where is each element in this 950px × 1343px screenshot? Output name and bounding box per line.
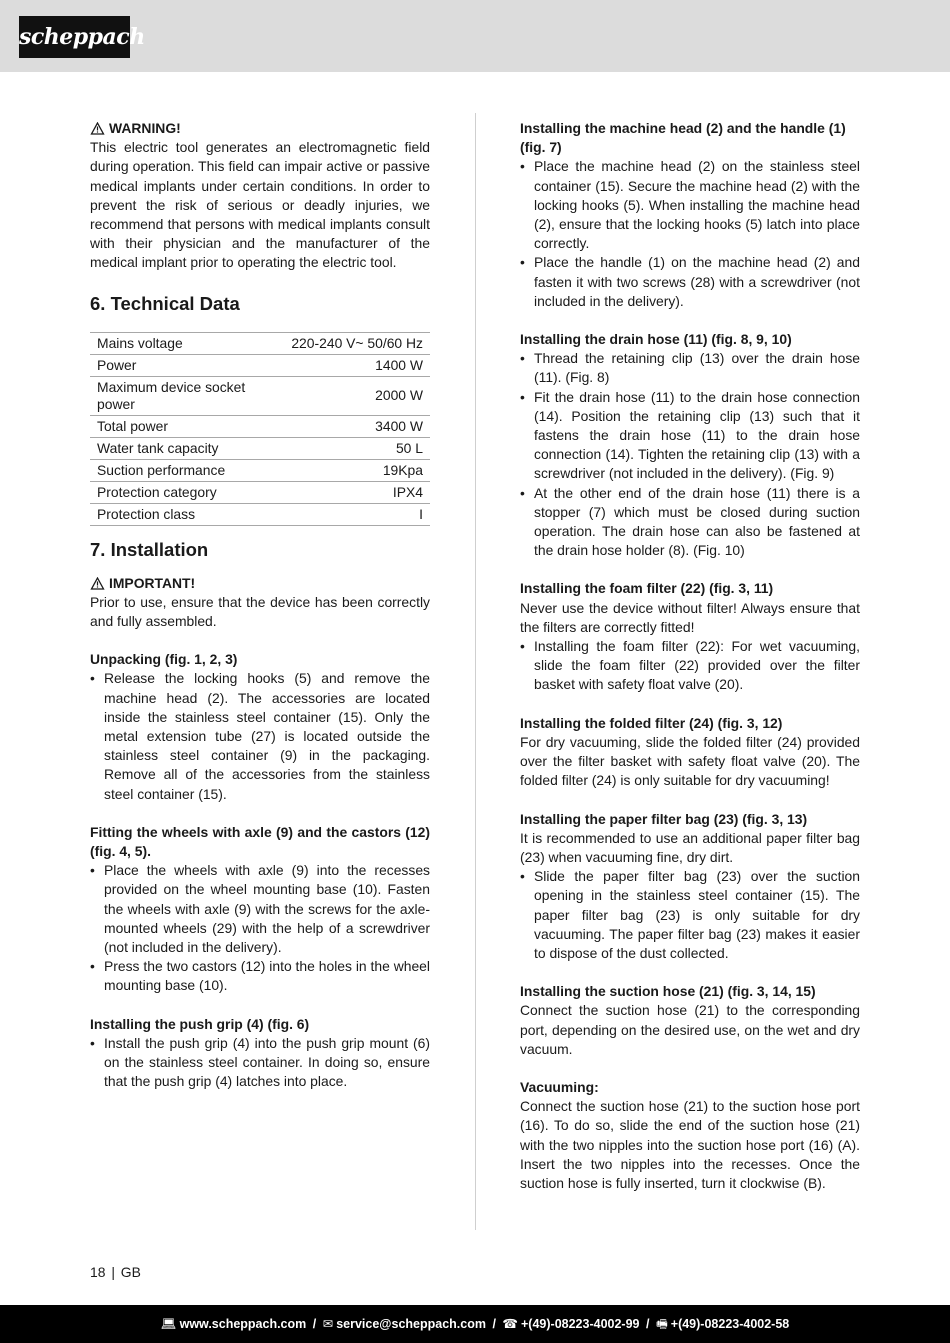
drain-hose-title: Installing the drain hose (11) (fig. 8, 9, 10) [520,331,792,348]
warning-title: WARNING! [109,120,181,136]
table-row [90,376,430,415]
list-item: • Place the machine head (2) on the stainless steel container (15). Secure the machine head (2) with the locking hooks (5). When installing the machine head (2), ensure that the locking hooks (5) latch into place correctly. [520,157,860,253]
spec-value: 2000 W [284,376,430,415]
spec-value: 19Kpa [284,459,430,481]
scheppach-logo: scheppach [19,16,130,58]
list-item: • Slide the paper filter bag (23) over the suction opening in the stainless steel container (15). The paper filter bag (23) is only suitable for dry vacuuming. The paper filter bag (23) makes it easier to dispose of the dust collected. [520,867,860,963]
list-item: • Press the two castors (12) into the holes in the wheel mounting base (10). [90,957,430,995]
unpacking-title: Unpacking (fig. 1, 2, 3) [90,651,238,668]
spec-label: Protection class [90,503,284,525]
foam-filter-text: Never use the device without filter! Always ensure that the filters are correctly fitted! [520,599,860,635]
list-item: • Installing the foam filter (22): For wet vacuuming, slide the foam filter (22) provided over the filter basket with safety float valve (20). [520,637,860,695]
important-text: Prior to use, ensure that the device has been correctly and fully assembled. [90,593,430,630]
table-row [90,354,430,376]
fax-icon: 🖷︎ [655,1317,668,1331]
important-heading [90,574,430,593]
suction-hose-text: Connect the suction hose (21) to the corresponding port, depending on the desired use, on the wet and dry vacuum. [520,1002,860,1057]
table-row [90,437,430,459]
push-grip-list [90,1034,430,1092]
wheels-title: Fitting the wheels with axle (9) and the castors (12) (fig. 4, 5). [90,823,430,860]
machine-head-title: Installing the machine head (2) and the handle (1) (fig. 7) [520,120,846,156]
suction-hose-title: Installing the suction hose (21) (fig. 3, 14, 15) [520,983,816,1000]
vacuuming-text: Connect the suction hose (21) to the suction hose port (16). To do so, slide the end of the suction hose (21) with the two nipples into the suction hose port (16) (A). Insert the two nipples into the recesses. Once the suction hose is fully inserted, turn it clockwise (B). [520,1098,860,1191]
spec-value: 1400 W [284,354,430,376]
warning-heading [90,119,430,138]
drain-hose-list [520,349,860,560]
page-language: GB [120,1264,141,1280]
footer-web-link[interactable]: www.scheppach.com [179,1317,307,1331]
table-row [90,459,430,481]
foam-filter-title: Installing the foam filter (22) (fig. 3, 11) [520,580,774,597]
spec-label: Mains voltage [90,332,284,354]
page-number-value: 18 [90,1264,106,1280]
column-divider [475,113,476,1230]
paper-bag-text: It is recommended to use an additional paper filter bag (23) when vacuuming fine, dry dirt. [520,829,860,865]
page-number [90,1264,141,1280]
push-grip-title: Installing the push grip (4) (fig. 6) [90,1015,310,1032]
wheels-list [90,861,430,995]
technical-data-table [90,332,430,526]
installation-heading: 7. Installation [90,538,209,560]
table-row [90,481,430,503]
footer-fax: +(49)-08223-4002-58 [670,1317,790,1331]
folded-filter-title: Installing the folded filter (24) (fig. 3, 12) [520,714,783,731]
warning-text: This electric tool generates an electromagnetic field during operation. This field can impair active or passive medical implants under certain conditions. In order to prevent the risk of serious or deadly injuries, we recommend that persons with medical implants consult with their physician and the manufacturer of the medical implant prior to operating the electric tool. [90,139,430,271]
table-row [90,332,430,354]
spec-label: Total power [90,415,284,437]
footer-email-link[interactable]: service@scheppach.com [336,1317,486,1331]
spec-label: Maximum device socket power [90,376,284,415]
spec-label: Power [90,354,284,376]
technical-data-heading: 6. Technical Data [90,292,240,314]
list-item: • Thread the retaining clip (13) over the drain hose (11). (Fig. 8) [520,349,860,387]
footer-phone: +(49)-08223-4002-99 [521,1317,640,1331]
foam-filter-list [520,637,860,695]
mail-icon: ✉︎ [322,1317,334,1331]
spec-label: Water tank capacity [90,437,284,459]
list-item: • Install the push grip (4) into the push grip mount (6) on the stainless steel container. In doing so, ensure that the push grip (4) latches into place. [90,1034,430,1092]
warning-triangle-icon [90,577,105,590]
spec-value: 50 L [284,437,430,459]
vacuuming-title: Vacuuming: [520,1078,599,1095]
spec-value: IPX4 [284,481,430,503]
header-bar [0,0,950,72]
list-item: • Release the locking hooks (5) and remove the machine head (2). The accessories are located inside the stainless steel container (15). Only the metal extension tube (27) is located outside the stainless steel container (9) in the packaging. Remove all of the accessories from the stainless steel container (15). [90,669,430,803]
folded-filter-text: For dry vacuuming, slide the folded filter (24) provided over the filter basket with safety float valve (20). The folded filter (24) is only suitable for dry vacuuming! [520,733,860,789]
list-item: • Fit the drain hose (11) to the drain hose connection (14). Position the retaining clip (13) such that it fastens the drain hose (11) to the drain hose connection (14). Tighten the retaining clip (13) with a screwdriver (not included in the delivery). (Fig. 9) [520,388,860,484]
spec-label: Suction performance [90,459,284,481]
footer-separator: / [492,1317,496,1331]
spec-value: 3400 W [284,415,430,437]
spec-value: I [284,503,430,525]
footer-separator: / [312,1317,317,1331]
important-title: IMPORTANT! [109,574,196,591]
paper-bag-title: Installing the paper filter bag (23) (fig. 3, 13) [520,810,808,827]
list-item: • At the other end of the drain hose (11) there is a stopper (7) which must be closed during suction operation. The drain hose can also be fastened at the drain hose holder (8). (Fig. 10) [520,484,860,561]
table-row [90,503,430,525]
paper-bag-list [520,867,860,963]
warning-triangle-icon [90,122,105,135]
list-item: • Place the wheels with axle (9) into the recesses provided on the wheel mounting base (10). Fasten the wheels with axle (9) with the screws for the axle-mounted wheels (29) with the help of a screwdriver (not included in the delivery). [90,861,430,957]
machine-head-list [520,157,860,311]
spec-label: Protection category [90,481,284,503]
table-row [90,415,430,437]
spec-value: 220-240 V~ 50/60 Hz [284,332,430,354]
page-number-separator: | [111,1264,115,1280]
list-item: • Place the handle (1) on the machine head (2) and fasten it with two screws (28) with a screwdriver (not included in the delivery). [520,253,860,311]
left-column [90,119,430,1092]
contact-footer [0,1305,950,1343]
footer-separator: / [645,1317,650,1331]
unpacking-list [90,669,430,803]
computer-icon: 💻︎ [160,1317,177,1331]
right-column [520,119,860,1193]
phone-icon: ☎︎ [502,1317,518,1331]
